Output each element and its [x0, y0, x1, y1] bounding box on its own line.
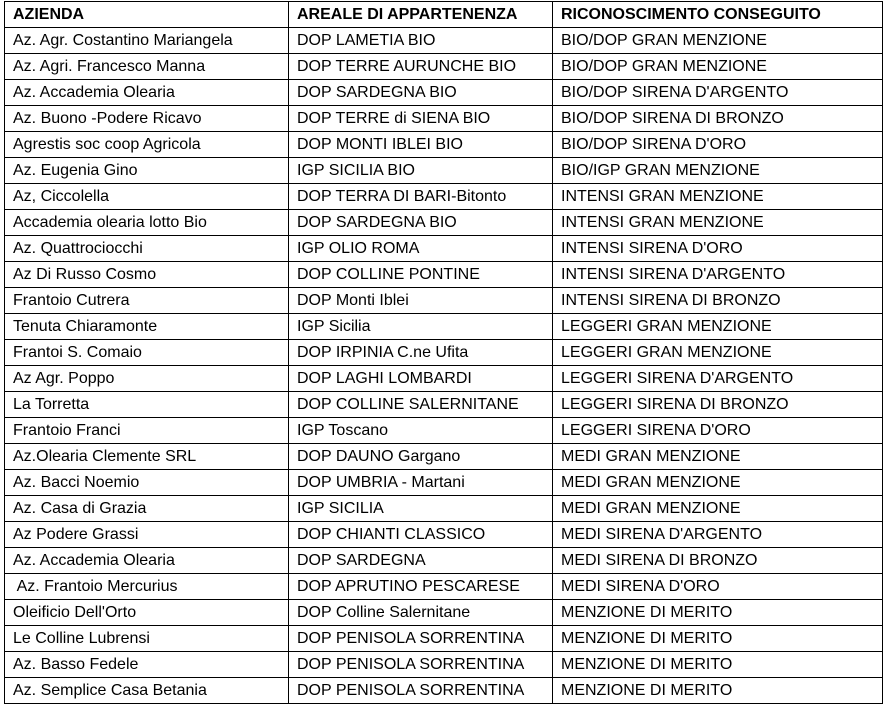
cell-areale: DOP LAMETIA BIO	[289, 28, 553, 54]
cell-riconoscimento: INTENSI GRAN MENZIONE	[553, 210, 883, 236]
cell-riconoscimento: INTENSI GRAN MENZIONE	[553, 184, 883, 210]
cell-areale: DOP Colline Salernitane	[289, 600, 553, 626]
cell-areale: DOP Monti Iblei	[289, 288, 553, 314]
cell-areale: DOP UMBRIA - Martani	[289, 470, 553, 496]
cell-azienda: La Torretta	[5, 392, 289, 418]
cell-riconoscimento: LEGGERI SIRENA D'ARGENTO	[553, 366, 883, 392]
table-row	[5, 210, 883, 236]
table-row	[5, 184, 883, 210]
cell-riconoscimento: LEGGERI GRAN MENZIONE	[553, 314, 883, 340]
cell-areale: DOP PENISOLA SORRENTINA	[289, 652, 553, 678]
cell-azienda: Az. Eugenia Gino	[5, 158, 289, 184]
table-row	[5, 522, 883, 548]
table-row	[5, 28, 883, 54]
cell-riconoscimento: MENZIONE DI MERITO	[553, 626, 883, 652]
table-row	[5, 392, 883, 418]
table-body	[5, 28, 883, 704]
cell-riconoscimento: MENZIONE DI MERITO	[553, 600, 883, 626]
table-row	[5, 54, 883, 80]
table-row	[5, 106, 883, 132]
cell-azienda: Az. Accademia Olearia	[5, 80, 289, 106]
cell-azienda: Az. Basso Fedele	[5, 652, 289, 678]
cell-riconoscimento: MEDI SIRENA D'ARGENTO	[553, 522, 883, 548]
cell-areale: DOP IRPINIA C.ne Ufita	[289, 340, 553, 366]
cell-areale: DOP SARDEGNA BIO	[289, 210, 553, 236]
cell-areale: DOP SARDEGNA	[289, 548, 553, 574]
cell-azienda: Az, Ciccolella	[5, 184, 289, 210]
table-row	[5, 574, 883, 600]
cell-riconoscimento: MEDI SIRENA D'ORO	[553, 574, 883, 600]
table-row	[5, 340, 883, 366]
cell-areale: DOP APRUTINO PESCARESE	[289, 574, 553, 600]
cell-azienda: Agrestis soc coop Agricola	[5, 132, 289, 158]
table-row	[5, 600, 883, 626]
table-row	[5, 80, 883, 106]
cell-azienda: Az. Frantoio Mercurius	[5, 574, 289, 600]
cell-areale: DOP MONTI IBLEI BIO	[289, 132, 553, 158]
table-row	[5, 444, 883, 470]
cell-areale: DOP TERRE di SIENA BIO	[289, 106, 553, 132]
cell-riconoscimento: BIO/DOP SIRENA D'ORO	[553, 132, 883, 158]
cell-areale: IGP OLIO ROMA	[289, 236, 553, 262]
table-row	[5, 652, 883, 678]
cell-riconoscimento: INTENSI SIRENA D'ORO	[553, 236, 883, 262]
table-row	[5, 314, 883, 340]
table-row	[5, 132, 883, 158]
cell-areale: DOP DAUNO Gargano	[289, 444, 553, 470]
cell-riconoscimento: BIO/DOP GRAN MENZIONE	[553, 54, 883, 80]
cell-areale: DOP SARDEGNA BIO	[289, 80, 553, 106]
cell-areale: DOP PENISOLA SORRENTINA	[289, 626, 553, 652]
cell-azienda: Az. Accademia Olearia	[5, 548, 289, 574]
cell-azienda: Az.Olearia Clemente SRL	[5, 444, 289, 470]
cell-azienda: Accademia olearia lotto Bio	[5, 210, 289, 236]
cell-riconoscimento: MEDI GRAN MENZIONE	[553, 444, 883, 470]
cell-areale: DOP TERRE AURUNCHE BIO	[289, 54, 553, 80]
cell-riconoscimento: MENZIONE DI MERITO	[553, 678, 883, 704]
table-row	[5, 418, 883, 444]
cell-azienda: Le Colline Lubrensi	[5, 626, 289, 652]
cell-azienda: Az. Agri. Francesco Manna	[5, 54, 289, 80]
cell-riconoscimento: LEGGERI GRAN MENZIONE	[553, 340, 883, 366]
cell-azienda: Az Podere Grassi	[5, 522, 289, 548]
cell-riconoscimento: LEGGERI SIRENA D'ORO	[553, 418, 883, 444]
cell-riconoscimento: BIO/DOP SIRENA D'ARGENTO	[553, 80, 883, 106]
cell-riconoscimento: BIO/DOP SIRENA DI BRONZO	[553, 106, 883, 132]
cell-azienda: Az. Quattrociocchi	[5, 236, 289, 262]
table-row	[5, 496, 883, 522]
cell-azienda: Az Di Russo Cosmo	[5, 262, 289, 288]
cell-azienda: Frantoio Franci	[5, 418, 289, 444]
table-row	[5, 470, 883, 496]
cell-azienda: Az Agr. Poppo	[5, 366, 289, 392]
cell-riconoscimento: MENZIONE DI MERITO	[553, 652, 883, 678]
cell-riconoscimento: MEDI GRAN MENZIONE	[553, 496, 883, 522]
header-row	[5, 2, 883, 28]
cell-azienda: Tenuta Chiaramonte	[5, 314, 289, 340]
table-row	[5, 548, 883, 574]
table-row	[5, 158, 883, 184]
cell-azienda: Oleificio Dell'Orto	[5, 600, 289, 626]
table-row	[5, 626, 883, 652]
cell-areale: IGP Toscano	[289, 418, 553, 444]
column-header-azienda: AZIENDA	[5, 2, 289, 28]
cell-riconoscimento: INTENSI SIRENA D'ARGENTO	[553, 262, 883, 288]
cell-riconoscimento: BIO/IGP GRAN MENZIONE	[553, 158, 883, 184]
cell-areale: DOP TERRA DI BARI-Bitonto	[289, 184, 553, 210]
column-header-riconoscimento: RICONOSCIMENTO CONSEGUITO	[553, 2, 883, 28]
cell-azienda: Az. Semplice Casa Betania	[5, 678, 289, 704]
cell-azienda: Az. Agr. Costantino Mariangela	[5, 28, 289, 54]
cell-areale: DOP COLLINE SALERNITANE	[289, 392, 553, 418]
cell-riconoscimento: MEDI GRAN MENZIONE	[553, 470, 883, 496]
table-row	[5, 366, 883, 392]
cell-areale: IGP SICILIA	[289, 496, 553, 522]
cell-areale: IGP Sicilia	[289, 314, 553, 340]
cell-riconoscimento: INTENSI SIRENA DI BRONZO	[553, 288, 883, 314]
table-row	[5, 288, 883, 314]
cell-areale: DOP LAGHI LOMBARDI	[289, 366, 553, 392]
table-row	[5, 678, 883, 704]
table-row	[5, 236, 883, 262]
cell-azienda: Az. Casa di Grazia	[5, 496, 289, 522]
cell-riconoscimento: MEDI SIRENA DI BRONZO	[553, 548, 883, 574]
cell-areale: DOP COLLINE PONTINE	[289, 262, 553, 288]
column-header-areale: AREALE DI APPARTENENZA	[289, 2, 553, 28]
table-row	[5, 262, 883, 288]
cell-azienda: Az. Buono -Podere Ricavo	[5, 106, 289, 132]
cell-azienda: Frantoi S. Comaio	[5, 340, 289, 366]
cell-riconoscimento: BIO/DOP GRAN MENZIONE	[553, 28, 883, 54]
cell-azienda: Frantoio Cutrera	[5, 288, 289, 314]
cell-areale: DOP PENISOLA SORRENTINA	[289, 678, 553, 704]
cell-areale: IGP SICILIA BIO	[289, 158, 553, 184]
cell-areale: DOP CHIANTI CLASSICO	[289, 522, 553, 548]
cell-riconoscimento: LEGGERI SIRENA DI BRONZO	[553, 392, 883, 418]
cell-azienda: Az. Bacci Noemio	[5, 470, 289, 496]
awards-table	[4, 1, 883, 704]
